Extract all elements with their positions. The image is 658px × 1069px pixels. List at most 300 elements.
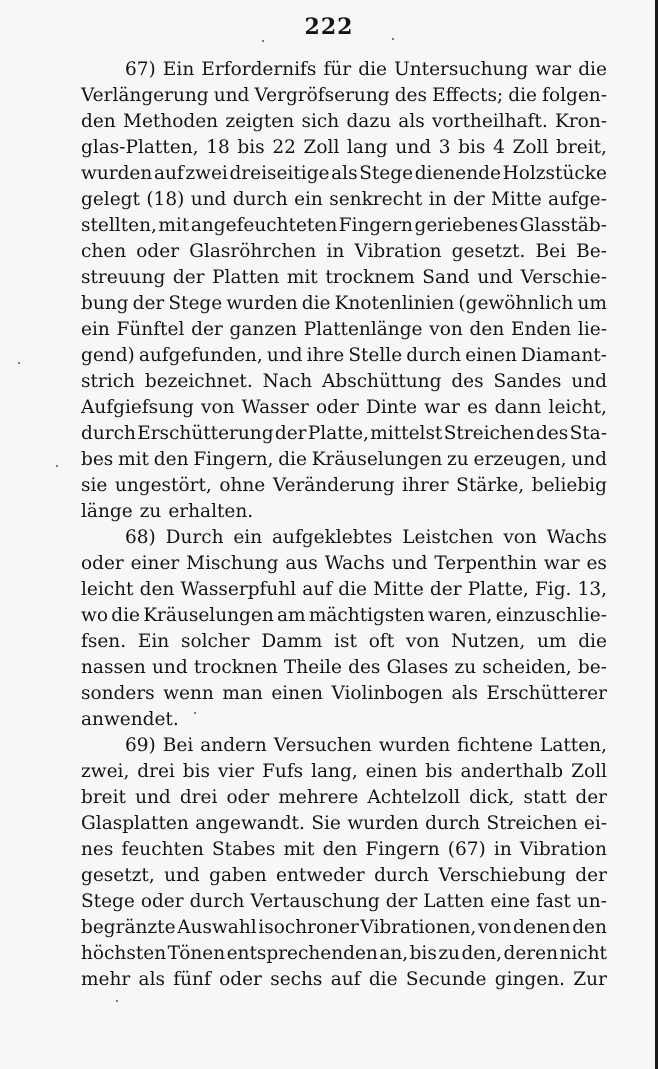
word: mächtigsten	[308, 605, 425, 626]
word: und	[395, 137, 432, 158]
word: Theile	[283, 657, 342, 678]
word: feuchten	[121, 839, 204, 860]
word: den	[81, 111, 116, 132]
word: Bei	[535, 241, 566, 262]
word: sechs	[270, 969, 323, 990]
word: von	[477, 917, 512, 938]
word: eine	[490, 891, 531, 912]
word: oder	[140, 891, 184, 912]
word: zeigten	[225, 111, 295, 132]
word: und	[135, 787, 171, 808]
word: war	[424, 397, 460, 418]
word: von	[405, 631, 440, 652]
page-number: 222	[304, 14, 354, 40]
word: von	[201, 397, 235, 418]
word: entsprechenden	[226, 943, 378, 964]
text-line	[81, 785, 607, 811]
word: be-	[577, 657, 607, 678]
text-line	[81, 915, 607, 941]
word: Zoll	[303, 137, 340, 158]
word: wurden	[81, 163, 153, 184]
word: Erschütterung	[137, 423, 274, 444]
word: die	[358, 59, 387, 80]
word: mehrere	[278, 787, 359, 808]
text-line	[81, 889, 607, 915]
text-line	[81, 551, 607, 577]
word: lang,	[311, 761, 358, 782]
word: Vibration	[354, 241, 442, 262]
word: dreiseitige	[229, 163, 330, 184]
word: in	[326, 241, 345, 262]
text-line	[81, 239, 607, 265]
word: (67)	[447, 839, 486, 860]
word: isochroner	[258, 917, 359, 938]
word: gesetzt.	[451, 241, 526, 262]
word: um	[577, 293, 607, 314]
word: Latten,	[540, 735, 607, 756]
text-line	[81, 655, 607, 681]
word: wo	[81, 605, 108, 626]
word: ein	[294, 189, 323, 210]
word: fast	[536, 891, 571, 912]
word: den	[139, 579, 175, 600]
word: Zur	[573, 969, 607, 990]
word: 3	[438, 137, 451, 158]
word: geriebenes	[414, 215, 519, 236]
body-text	[81, 57, 607, 993]
word: trocknem	[325, 267, 415, 288]
word: gingen.	[494, 969, 565, 990]
word: oder	[219, 969, 262, 990]
word: und	[266, 345, 303, 366]
word: Zoll	[571, 761, 607, 782]
word: aufge-	[548, 189, 607, 210]
word: die	[338, 579, 367, 600]
word: Versuchen	[273, 735, 372, 756]
word: vortheilhaft.	[432, 111, 548, 132]
word: der	[575, 865, 607, 886]
word: Glasplatten	[81, 813, 189, 834]
word: Knotenlinien	[334, 293, 455, 314]
word: lie-	[577, 319, 607, 340]
word: 68)	[125, 527, 156, 548]
word: Vergröfserung	[254, 85, 390, 106]
word: (gewöhnlich	[458, 293, 574, 314]
word: Durch	[165, 527, 224, 548]
word: un-	[576, 891, 607, 912]
word: Glasstäb-	[519, 215, 607, 236]
word: Fufs	[262, 761, 304, 782]
text-line	[81, 525, 607, 551]
word: 67)	[125, 59, 156, 80]
text-line	[81, 577, 607, 603]
word: zu	[447, 449, 469, 470]
word: des	[394, 85, 427, 106]
text-line	[81, 265, 607, 291]
word: ein	[81, 319, 110, 340]
word: und	[571, 371, 607, 392]
word: den	[322, 839, 358, 860]
word: als	[138, 969, 165, 990]
text-line	[81, 135, 607, 161]
word: Diamant-	[520, 345, 607, 366]
word: scheiden,	[482, 657, 572, 678]
word: streuung	[81, 267, 166, 288]
word: fichtene	[457, 735, 534, 756]
word: sie	[81, 475, 108, 496]
word: Stabes	[211, 839, 276, 860]
word: anderthalb	[460, 761, 564, 782]
word: Latten	[423, 891, 485, 912]
text-line	[81, 499, 607, 525]
word: erzeugen,	[473, 449, 567, 470]
word: mit	[118, 449, 149, 470]
word: Glasröhrchen	[189, 241, 317, 262]
word: Verschie-	[520, 267, 607, 288]
word: bis	[458, 137, 486, 158]
word: der	[274, 423, 307, 444]
word: Tönen	[167, 943, 226, 964]
word: Mitte	[490, 189, 542, 210]
word: und	[164, 865, 200, 886]
print-speck	[18, 362, 20, 364]
print-speck	[56, 465, 58, 467]
word: aufgefunden,	[138, 345, 263, 366]
word: die	[578, 631, 607, 652]
word: leicht	[81, 579, 134, 600]
word: Mischung	[186, 553, 279, 574]
text-line	[81, 421, 607, 447]
word: stellten,	[81, 215, 157, 236]
word: Streichen	[443, 423, 535, 444]
word: Dinte	[365, 397, 418, 418]
word: um	[536, 631, 567, 652]
word: es	[586, 553, 607, 574]
word: Verschiebung	[438, 865, 566, 886]
word: ganzen	[229, 319, 297, 340]
word: Nach	[262, 371, 313, 392]
word: Enden	[511, 319, 572, 340]
word: Be-	[576, 241, 607, 262]
word: erhalten.	[168, 501, 254, 522]
word: von	[429, 319, 463, 340]
word: Wasserpfuhl	[180, 579, 297, 600]
word: für	[323, 59, 352, 80]
word: Erschütterer	[486, 683, 607, 704]
text-line	[81, 473, 607, 499]
word: angewandt.	[195, 813, 305, 834]
word: gelegt	[81, 189, 140, 210]
word: an,	[379, 943, 409, 964]
word: Erfordernifs	[201, 59, 317, 80]
text-line	[81, 681, 607, 707]
word: Leistchen	[402, 527, 494, 548]
print-speck	[116, 1000, 118, 1002]
text-line	[81, 837, 607, 863]
word: gesetzt,	[81, 865, 155, 886]
word: Platte,	[467, 579, 529, 600]
print-speck	[262, 40, 264, 42]
word: zwei	[185, 163, 228, 184]
text-line	[81, 291, 607, 317]
word: dick,	[469, 787, 515, 808]
word: durch	[189, 891, 245, 912]
word: lang	[347, 137, 388, 158]
word: ihrer	[402, 475, 449, 496]
text-line	[81, 187, 607, 213]
word: Fig.	[534, 579, 572, 600]
text-line	[81, 941, 607, 967]
word: einen	[365, 761, 418, 782]
word: die	[508, 85, 538, 106]
word: waren,	[427, 605, 493, 626]
text-line	[81, 161, 607, 187]
word: der	[452, 189, 485, 210]
text-line	[81, 317, 607, 343]
word: und	[391, 553, 428, 574]
word: bis	[182, 761, 211, 782]
word: Aufgiefsung	[81, 397, 194, 418]
word: in	[493, 839, 512, 860]
word: ei-	[583, 813, 607, 834]
word: Methoden	[123, 111, 219, 132]
word: bung	[81, 293, 129, 314]
word: begränzte	[81, 917, 176, 938]
word: Ein	[137, 631, 170, 652]
word: die	[578, 59, 607, 80]
word: länge	[81, 501, 133, 522]
word: Bei	[162, 735, 194, 756]
word: bis	[237, 137, 265, 158]
word: ihre	[306, 345, 345, 366]
word: drei	[179, 787, 218, 808]
word: statt	[523, 787, 567, 808]
word: und	[571, 449, 607, 470]
word: sich	[301, 111, 340, 132]
text-line	[81, 733, 607, 759]
text-line	[81, 343, 607, 369]
word: Verlängerung	[81, 85, 209, 106]
word: Platten	[212, 267, 280, 288]
text-line	[81, 213, 607, 239]
word: am	[277, 605, 306, 626]
word: Sandes	[493, 371, 562, 392]
word: aus	[285, 553, 318, 574]
word: Glases	[386, 657, 449, 678]
word: Abschüttung	[322, 371, 442, 392]
word: die	[278, 449, 307, 470]
word: beliebig	[531, 475, 607, 496]
word: vier	[217, 761, 255, 782]
text-line	[81, 707, 607, 733]
text-line	[81, 629, 607, 655]
word: Kron-	[555, 111, 607, 132]
word: Fingern	[365, 839, 440, 860]
word: Fünftel	[116, 319, 185, 340]
word: folgen-	[542, 85, 607, 106]
word: leicht,	[548, 397, 607, 418]
word: gaben	[209, 865, 267, 886]
word: man	[222, 683, 263, 704]
print-speck	[392, 38, 394, 40]
text-line	[81, 447, 607, 473]
word: bes	[81, 449, 114, 470]
word: nassen	[81, 657, 146, 678]
text-line	[81, 395, 607, 421]
word: Auswahl	[177, 917, 257, 938]
word: deren	[503, 943, 558, 964]
word: und	[213, 85, 250, 106]
word: der	[575, 787, 607, 808]
word: Vibrationen,	[360, 917, 477, 938]
word: Violinbogen	[331, 683, 443, 704]
word: senkrecht	[329, 189, 423, 210]
word: Fingern,	[193, 449, 274, 470]
word: zu	[454, 657, 477, 678]
word: durch	[406, 345, 462, 366]
word: glas-Platten,	[81, 137, 199, 158]
word: der	[191, 319, 223, 340]
word: Wachs	[546, 527, 607, 548]
word: Damm	[261, 631, 323, 652]
word: Wachs	[324, 553, 385, 574]
word: mit	[286, 267, 318, 288]
word: ungestört,	[114, 475, 212, 496]
word: Secunde	[405, 969, 487, 990]
word: von	[503, 527, 537, 548]
text-line	[81, 863, 607, 889]
word: Platte,	[307, 423, 369, 444]
word: Effects;	[432, 85, 504, 106]
word: mehr	[81, 969, 131, 990]
word: Fingern	[338, 215, 413, 236]
word: Stelle	[348, 345, 403, 366]
word: Stege	[168, 293, 223, 314]
word: Sand	[422, 267, 470, 288]
word: 22	[272, 137, 296, 158]
word: höchsten	[81, 943, 167, 964]
word: war	[535, 59, 572, 80]
text-line	[81, 109, 607, 135]
word: ein	[233, 527, 263, 548]
word: die	[301, 293, 331, 314]
word: 4	[493, 137, 505, 158]
word: zwei,	[81, 761, 130, 782]
word: chen	[81, 241, 127, 262]
word: Nutzen,	[451, 631, 526, 652]
word: oder	[316, 397, 359, 418]
word: einen	[465, 345, 517, 366]
word: Terpenthin	[434, 553, 537, 574]
word: Untersuchung	[394, 59, 529, 80]
word: den,	[461, 943, 503, 964]
word: strich	[81, 371, 135, 392]
word: nes	[81, 839, 114, 860]
word: fünf	[173, 969, 211, 990]
word: der	[172, 267, 205, 288]
text-line	[81, 967, 607, 993]
text-line	[81, 83, 607, 109]
word: oft	[368, 631, 395, 652]
word: bis	[425, 761, 453, 782]
word: breit,	[556, 137, 607, 158]
word: als	[331, 163, 358, 184]
word: bezeichnet.	[144, 371, 253, 392]
word: einzuschlie-	[495, 605, 607, 626]
word: auf	[302, 579, 333, 600]
word: Kräuselungen	[143, 605, 274, 626]
print-speck	[194, 712, 196, 714]
word: durch	[81, 423, 136, 444]
word: Plattenlänge	[303, 319, 423, 340]
word: nicht	[559, 943, 607, 964]
word: als	[451, 683, 478, 704]
word: Vibration	[519, 839, 607, 860]
word: zu	[139, 501, 162, 522]
word: und	[477, 267, 514, 288]
word: trocknen	[193, 657, 278, 678]
word: der	[429, 579, 462, 600]
word: auf	[153, 163, 184, 184]
word: Mitte	[373, 579, 424, 600]
text-line	[81, 759, 607, 785]
word: der	[385, 891, 418, 912]
word: dienende	[414, 163, 501, 184]
word: breit	[81, 787, 126, 808]
word: Stege	[359, 163, 414, 184]
word: oder	[136, 241, 180, 262]
word: des	[451, 371, 484, 392]
word: Ein	[162, 59, 195, 80]
word: 18	[206, 137, 230, 158]
word: und	[152, 657, 188, 678]
word: Wasser	[241, 397, 309, 418]
word: es	[467, 397, 488, 418]
word: den	[153, 449, 189, 470]
word: des	[348, 657, 381, 678]
word: mit	[283, 839, 315, 860]
word: auf	[330, 969, 361, 990]
word: andern	[200, 735, 267, 756]
word: drei	[137, 761, 175, 782]
word: durch	[425, 813, 480, 834]
word: Holzstücke	[502, 163, 607, 184]
word: einer	[130, 553, 180, 574]
word: als	[398, 111, 425, 132]
text-line	[81, 369, 607, 395]
word: wurden	[378, 735, 451, 756]
word: mit	[158, 215, 190, 236]
word: die	[368, 969, 398, 990]
word: Sta-	[569, 423, 607, 444]
word: wurden	[347, 813, 419, 834]
word: bis	[409, 943, 437, 964]
word: den	[572, 917, 607, 938]
word: Vertauschung	[250, 891, 380, 912]
word: mittelst	[370, 423, 443, 444]
word: zu	[438, 943, 460, 964]
word: und	[190, 189, 227, 210]
text-line	[81, 603, 607, 629]
word: Veränderung	[272, 475, 395, 496]
word: Streichen	[486, 813, 578, 834]
word: 69)	[125, 735, 156, 756]
word: ohne	[219, 475, 266, 496]
word: oder	[81, 553, 124, 574]
word: Kräuselungen	[311, 449, 443, 470]
word: die	[111, 605, 140, 626]
word: dann	[494, 397, 542, 418]
